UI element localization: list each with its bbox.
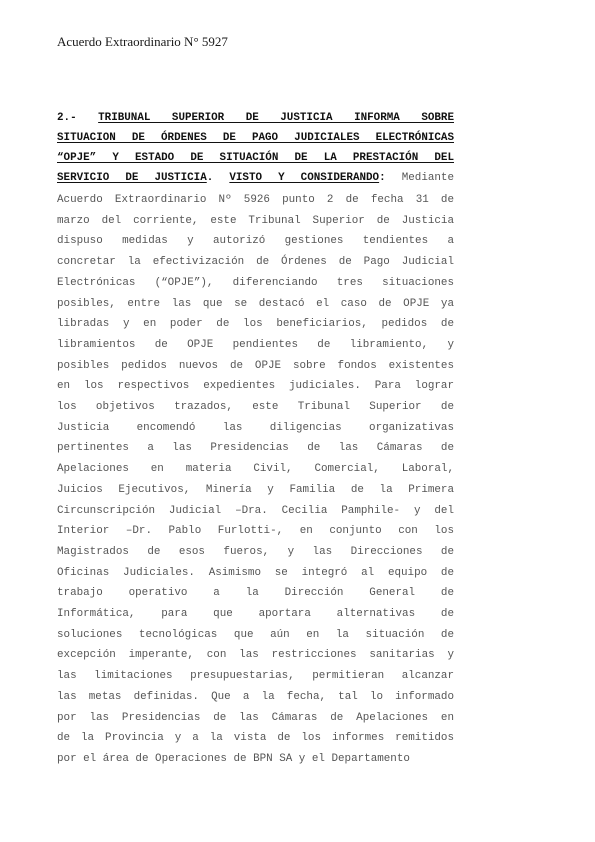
paragraph-line: trabajo operativo a la Dirección General de bbox=[57, 587, 454, 600]
section-title-part: SITUACION DE ÓRDENES DE PAGO JUDICIALES ELECTRÓNICAS bbox=[57, 132, 454, 144]
paragraph-line: excepción imperante, con las restricciones sanitarias y bbox=[57, 649, 454, 662]
section-title-line bbox=[57, 172, 454, 185]
paragraph-line: Magistrados de esos fueros, y las Direcciones de bbox=[57, 545, 454, 558]
section-number: 2.- bbox=[57, 112, 77, 124]
paragraph-line: las limitaciones presupuestarias, permitieran alcanzar bbox=[57, 670, 454, 683]
paragraph-line: las metas definidas. Que a la fecha, tal lo informado bbox=[57, 690, 454, 703]
paragraph-line: por el área de Operaciones de BPN SA y el Departamento bbox=[57, 752, 410, 765]
paragraph-line: soluciones tecnológicas que aún en la situación de bbox=[57, 628, 454, 641]
paragraph-line: en los respectivos expedientes judiciales. Para lograr bbox=[57, 380, 454, 393]
paragraph-line: Apelaciones en materia Civil, Comercial, Laboral, bbox=[57, 463, 454, 476]
section-title-part: SERVICIO DE JUSTICIA bbox=[57, 172, 207, 184]
paragraph-line: posibles pedidos nuevos de OPJE sobre fondos existentes bbox=[57, 359, 454, 372]
paragraph-line: dispuso medidas y autorizó gestiones tendientes a bbox=[57, 235, 454, 248]
paragraph-line: libradas y en poder de los beneficiarios, pedidos de bbox=[57, 318, 454, 331]
paragraph-line: Circunscripción Judicial –Dra. Cecilia Pamphile- y del bbox=[57, 504, 454, 517]
section-title-part: “OPJE” Y ESTADO DE SITUACIÓN DE LA PRESTACIÓN DEL bbox=[57, 152, 454, 164]
paragraph-text: Mediante bbox=[401, 172, 455, 184]
section-title-end: . bbox=[206, 172, 214, 184]
paragraph-line: por las Presidencias de las Cámaras de Apelaciones en bbox=[57, 711, 454, 724]
section-title-line bbox=[57, 132, 454, 145]
section-title-line bbox=[57, 112, 454, 125]
paragraph-line: pertinentes a las Presidencias de las Cámaras de bbox=[57, 442, 454, 455]
paragraph-line: Oficinas Judiciales. Asimismo se integró al equipo de bbox=[57, 566, 454, 579]
paragraph-line: Justicia encomendó las diligencias organizativas bbox=[57, 421, 454, 434]
paragraph-line: Acuerdo Extraordinario Nº 5926 punto 2 de fecha 31 de bbox=[57, 194, 454, 206]
paragraph-line: Interior –Dr. Pablo Furlotti-, en conjunto con los bbox=[57, 525, 454, 538]
visto-label: VISTO Y CONSIDERANDO bbox=[229, 172, 380, 184]
visto-colon: : bbox=[379, 172, 386, 184]
paragraph-line: Electrónicas (“OPJE”), diferenciando tres situaciones bbox=[57, 276, 454, 289]
paragraph-line: de la Provincia y a la vista de los informes remitidos bbox=[57, 732, 454, 745]
section-title-part: TRIBUNAL SUPERIOR DE JUSTICIA INFORMA SOBRE bbox=[98, 112, 454, 124]
paragraph-line: concretar la efectivización de Órdenes de Pago Judicial bbox=[57, 256, 454, 269]
paragraph-line: Informática, para que aportara alternativas de bbox=[57, 608, 454, 620]
paragraph-line: marzo del corriente, este Tribunal Superior de Justicia bbox=[57, 214, 454, 227]
paragraph-line: libramientos de OPJE pendientes de libramiento, y bbox=[57, 338, 454, 351]
section-title-line bbox=[57, 152, 454, 165]
paragraph-line: Juicios Ejecutivos, Minería y Familia de la Primera bbox=[57, 483, 454, 496]
paragraph-line: posibles, entre las que se destacó el caso de OPJE ya bbox=[57, 297, 454, 310]
paragraph-line: los objetivos trazados, este Tribunal Superior de bbox=[57, 401, 454, 413]
document-header: Acuerdo Extraordinario N° 5927 bbox=[57, 34, 228, 49]
